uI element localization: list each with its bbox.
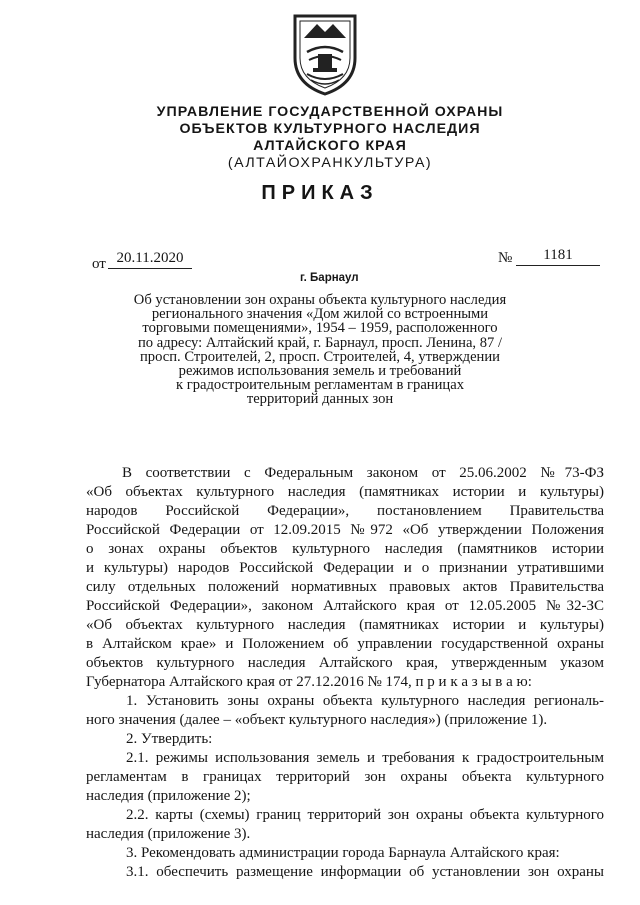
item-1-line: ного значения (далее – «объект культурного наследия») (приложение 1). xyxy=(86,712,548,728)
date-label: от xyxy=(92,256,106,272)
org-name-line1: УПРАВЛЕНИЕ ГОСУДАРСТВЕННОЙ ОХРАНЫ xyxy=(156,104,504,120)
item-2-2-line: 2.2. карты (схемы) границ территорий зон охраны объекта культурного xyxy=(126,807,604,823)
item-2-2-line: наследия (приложение 3). xyxy=(86,826,251,842)
order-body xyxy=(86,464,604,882)
body-line: В соответствии с Федеральным законом от 25.06.2002 №73-ФЗ xyxy=(122,465,604,481)
body-line: и культуры) народов Российской Федерации и о признании утратившими xyxy=(86,560,604,576)
document-type-title: ПРИКАЗ xyxy=(261,182,379,204)
body-line: объектов культурного наследия Алтайского края, утвержденным указом xyxy=(86,655,604,671)
subject-line: режимов использования земель и требований xyxy=(178,363,462,380)
number-label: № xyxy=(498,250,513,266)
item-2-1-line: 2.1. режимы использования земель и требования к градостроительным xyxy=(126,750,604,766)
body-line: Губернатора Алтайского края от 27.12.2016 № 174, п р и к а з ы в а ю: xyxy=(86,674,532,690)
body-line: «Об объектах культурного наследия (памятниках истории и культуры) xyxy=(86,617,604,633)
org-name-line3: АЛТАЙСКОГО КРАЯ xyxy=(253,138,407,154)
order-date: 20.11.2020 xyxy=(108,250,192,269)
body-line: о зонах охраны объектов культурного наследия (памятников истории xyxy=(86,541,604,557)
item-2-1-line: регламентам в границах территорий зон охраны объекта культурного xyxy=(86,769,604,785)
subject-line: торговыми помещениями», 1954 – 1959, расположенного xyxy=(142,320,498,337)
subject-line: просп. Строителей, 2, просп. Строителей, 4, утверждении xyxy=(139,348,500,365)
item-2-line: 2. Утвердить: xyxy=(126,731,213,747)
order-number: 1181 xyxy=(516,247,600,266)
subject-line: территорий данных зон xyxy=(246,391,394,408)
item-2-1-line: наследия (приложение 2); xyxy=(86,788,251,804)
body-line: «Об объектах культурного наследия (памятниках истории и культуры) xyxy=(86,484,604,500)
subject-line: к градостроительным регламентам в границах xyxy=(175,377,465,394)
item-3-line: 3. Рекомендовать администрации города Барнаула Алтайского края: xyxy=(126,845,560,861)
body-line: народов Российской Федерации», постановлением Правительства xyxy=(86,503,604,519)
item-3-1-line: 3.1. обеспечить размещение информации об установлении зон охраны xyxy=(126,864,604,880)
city-name: г. Барнаул xyxy=(300,272,359,284)
org-short-name: (АЛТАЙОХРАНКУЛЬТУРА) xyxy=(227,155,433,171)
subject-line: Об установлении зон охраны объекта культурного наследия xyxy=(133,292,507,308)
org-name-line2: ОБЪЕКТОВ КУЛЬТУРНОГО НАСЛЕДИЯ xyxy=(179,121,481,137)
body-line: Российской Федерации», законом Алтайского края от 12.05.2005 №32-ЗС xyxy=(86,598,604,614)
subject-line: по адресу: Алтайский край, г. Барнаул, просп. Ленина, 87 / xyxy=(137,334,503,351)
order-subject xyxy=(110,293,530,407)
coat-of-arms-emblem xyxy=(285,8,365,98)
body-line: Российской Федерации от 12.09.2015 №972 «Об утверждении Положения xyxy=(86,522,604,538)
body-line: в Алтайском крае» и Положением об управлении государственной охраны xyxy=(86,636,604,652)
body-line: силу отдельных положений нормативных правовых актов Правительства xyxy=(86,579,604,595)
subject-line: регионального значения «Дом жилой со встроенными xyxy=(151,306,489,323)
item-1-line: 1. Установить зоны охраны объекта культурного наследия региональ- xyxy=(126,693,604,709)
